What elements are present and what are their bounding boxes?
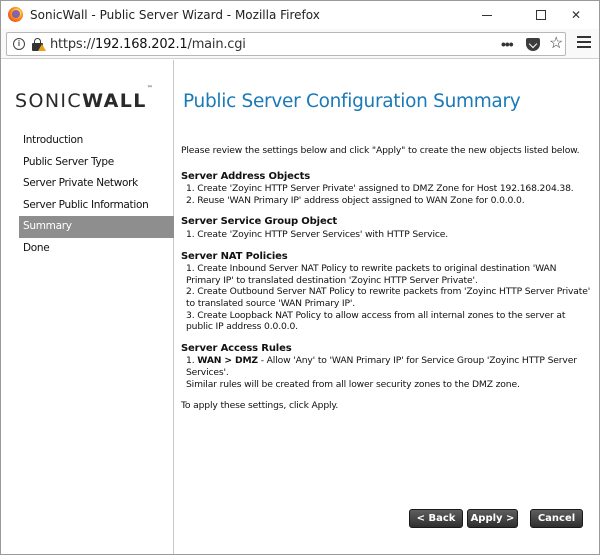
site-info-icon[interactable]: i — [13, 38, 25, 50]
section-item: 2. Create Outbound Server NAT Policy to rewrite packets from 'Zoyinc HTTP Server Private' to translated source 'WAN Primary IP'. — [186, 286, 591, 309]
summary-body — [181, 145, 593, 412]
cancel-button[interactable]: Cancel — [530, 509, 583, 528]
url-path: /main.cgi — [187, 37, 246, 52]
url-scheme: https:// — [50, 37, 95, 52]
close-window-button[interactable] — [553, 1, 599, 29]
wizard-sidebar — [1, 60, 174, 554]
pocket-icon[interactable] — [526, 38, 540, 51]
bookmark-star-icon[interactable]: ☆ — [549, 35, 564, 52]
wizard-main — [175, 60, 599, 554]
rule-description: - Allow 'Any' to 'WAN Primary IP' for Service Group 'Zoyinc HTTP Server Services'. — [186, 355, 577, 378]
section-item: 1. Create 'Zoyinc HTTP Server Services' with HTTP Service. — [186, 228, 449, 240]
outro-text: To apply these settings, click Apply. — [181, 400, 339, 412]
insecure-lock-icon[interactable] — [32, 38, 44, 51]
back-button[interactable]: < Back — [409, 509, 463, 528]
section-title: Server Address Objects — [181, 170, 311, 182]
step-public-server-type[interactable]: Public Server Type — [23, 155, 114, 168]
url-text[interactable] — [50, 37, 246, 52]
section-nat-policies — [181, 251, 593, 333]
maximize-icon — [536, 10, 546, 20]
rule-zones: WAN > DMZ — [197, 355, 258, 367]
apply-button[interactable]: Apply > — [467, 509, 518, 528]
title-bar — [1, 1, 599, 29]
firefox-logo-icon — [8, 7, 23, 22]
wizard-steps — [19, 130, 174, 259]
access-rule-note: Similar rules will be created from all lower security zones to the DMZ zone. — [186, 378, 520, 390]
section-access-rules — [181, 343, 593, 390]
section-title: Server NAT Policies — [181, 250, 288, 262]
section-title: Server Service Group Object — [181, 216, 337, 228]
rule-number: 1. — [186, 355, 198, 367]
page-content — [1, 60, 599, 554]
step-introduction[interactable]: Introduction — [23, 134, 83, 146]
browser-toolbar — [1, 29, 599, 59]
logo-text-wall: WALL — [82, 90, 147, 112]
hamburger-menu-icon[interactable] — [577, 36, 591, 48]
access-rule — [181, 355, 593, 378]
minimize-icon — [482, 15, 492, 16]
step-summary[interactable]: Summary — [19, 216, 174, 238]
page-title: Public Server Configuration Summary — [183, 91, 521, 112]
logo-text-sonic: SONIC — [15, 90, 83, 112]
sonicwall-logo — [15, 84, 153, 112]
page-actions-icon[interactable]: ••• — [501, 36, 513, 52]
url-host: 192.168.202.1 — [95, 37, 188, 52]
section-item: 1. Create 'Zoyinc HTTP Server Private' assigned to DMZ Zone for Host 192.168.204.38. — [186, 183, 574, 195]
step-done[interactable]: Done — [23, 241, 50, 254]
address-bar[interactable] — [6, 32, 566, 56]
section-item: 1. Create Inbound Server NAT Policy to rewrite packets to original destination 'WAN Primary IP' to translated destination 'Zoyinc HTTP Server Private'. — [186, 263, 557, 286]
window-title: SonicWall - Public Server Wizard - Mozilla Firefox — [30, 8, 320, 22]
section-service-group — [181, 216, 593, 240]
close-icon: ✕ — [570, 8, 582, 22]
step-server-private-network[interactable]: Server Private Network — [23, 177, 138, 189]
intro-text: Please review the settings below and click "Apply" to create the new objects listed below. — [181, 145, 580, 156]
step-server-public-information[interactable]: Server Public Information — [23, 198, 149, 211]
logo-trademark: ™ — [146, 84, 153, 92]
section-title: Server Access Rules — [181, 342, 292, 354]
section-address-objects — [181, 171, 593, 207]
minimize-button[interactable] — [463, 1, 509, 29]
section-item: 2. Reuse 'WAN Primary IP' address object assigned to WAN Zone for 0.0.0.0. — [186, 194, 525, 206]
section-item: 3. Create Loopback NAT Policy to allow access from all internal zones to the server at public IP address 0.0.0.0. — [186, 309, 566, 333]
